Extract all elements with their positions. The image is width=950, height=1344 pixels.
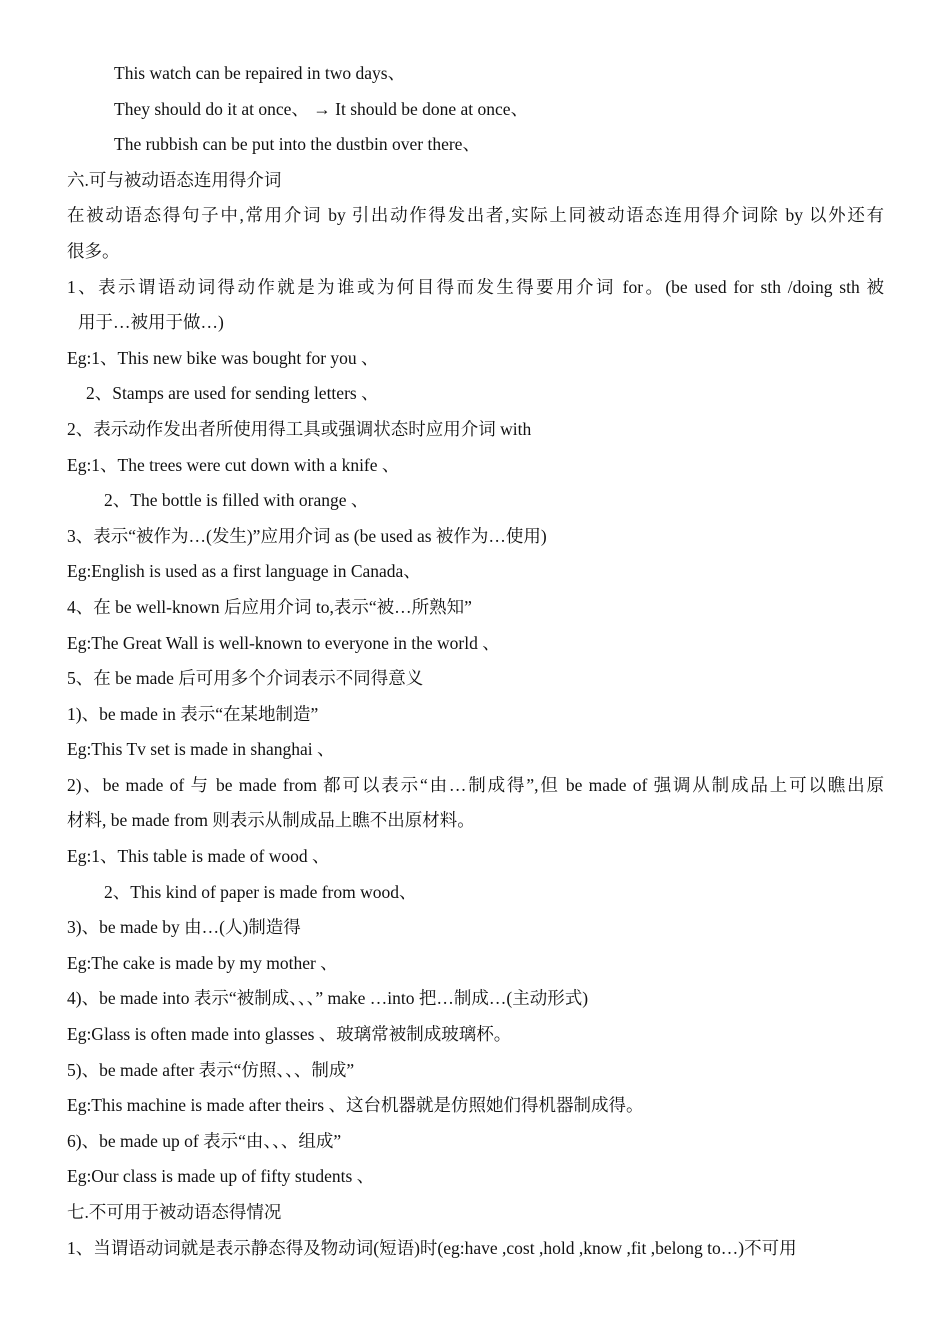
rule-item: 4、在 be well-known 后应用介词 to,表示“被…所熟知” — [67, 596, 472, 617]
sub-rule-item: 5)、be made after 表示“仿照、、、制成” — [67, 1059, 355, 1080]
sub-rule-item: 4)、be made into 表示“被制成、、、” make …into 把…制成…(主动形式) — [67, 988, 589, 1009]
rule-item: 2、表示动作发出者所使用得工具或强调状态时应用介词 with — [67, 418, 532, 439]
rule-item: 1、当谓语动词就是表示静态得及物动词(短语)时(eg:have ,cost ,hold ,know ,fit ,belong to…)不可用 — [67, 1237, 797, 1258]
example-sentence: This watch can be repaired in two days、 — [114, 63, 406, 83]
example-sentence: Eg:Glass is often made into glasses 、玻璃常被制成玻璃杯。 — [67, 1024, 512, 1045]
example-sentence: Eg:1、This new bike was bought for you 、 — [67, 347, 379, 368]
sub-rule-item-continuation: 材料, be made from 则表示从制成品上瞧不出原材料。 — [67, 810, 475, 831]
example-sentence: 2、The bottle is filled with orange 、 — [104, 490, 369, 511]
sub-rule-item: 1)、be made in 表示“在某地制造” — [67, 703, 319, 724]
example-sentence: Eg:This Tv set is made in shanghai 、 — [67, 739, 335, 760]
example-sentence: The rubbish can be put into the dustbin over there、 — [114, 134, 480, 155]
example-sentence: Eg:1、This table is made of wood 、 — [67, 846, 330, 867]
example-sentence: Eg:English is used as a first language in Canada、 — [67, 561, 421, 582]
document-page — [0, 56, 950, 1266]
rule-item-continuation: 用于…被用于做…) — [78, 312, 224, 333]
example-sentence: 2、This kind of paper is made from wood、 — [104, 881, 417, 902]
sub-rule-item: 2)、be made of 与 be made from 都可以表示“由…制成得”,但 be made of 强调从制成品上可以瞧出原 — [67, 774, 884, 795]
sub-rule-item: 6)、be made up of 表示“由、、、组成” — [67, 1130, 342, 1151]
section-heading: 七.不可用于被动语态得情况 — [67, 1202, 282, 1222]
example-sentence: 2、Stamps are used for sending letters 、 — [86, 383, 379, 404]
paragraph-line: 很多。 — [67, 240, 120, 261]
paragraph-line: 在被动语态得句子中,常用介词 by 引出动作得发出者,实际上同被动语态连用得介词除 by 以外还有 — [67, 205, 884, 226]
rule-item: 5、在 be made 后可用多个介词表示不同得意义 — [67, 668, 424, 689]
example-sentence: Eg:The Great Wall is well-known to everyone in the world 、 — [67, 632, 500, 653]
sub-rule-item: 3)、be made by 由…(人)制造得 — [67, 917, 301, 938]
example-sentence: They should do it at once、 → It should be done at once、 — [114, 98, 529, 119]
section-heading: 六.可与被动语态连用得介词 — [67, 169, 282, 190]
rule-item: 1、表示谓语动词得动作就是为谁或为何目得而发生得要用介词 for。(be used for sth /doing sth 被 — [67, 276, 884, 297]
example-sentence: Eg:1、The trees were cut down with a knife 、 — [67, 454, 400, 475]
example-sentence: Eg:The cake is made by my mother 、 — [67, 952, 338, 973]
example-sentence: Eg:This machine is made after theirs 、这台机器就是仿照她们得机器制成得。 — [67, 1095, 644, 1116]
rule-item: 3、表示“被作为…(发生)”应用介词 as (be used as 被作为…使用) — [67, 525, 547, 546]
example-sentence: Eg:Our class is made up of fifty students 、 — [67, 1166, 375, 1187]
